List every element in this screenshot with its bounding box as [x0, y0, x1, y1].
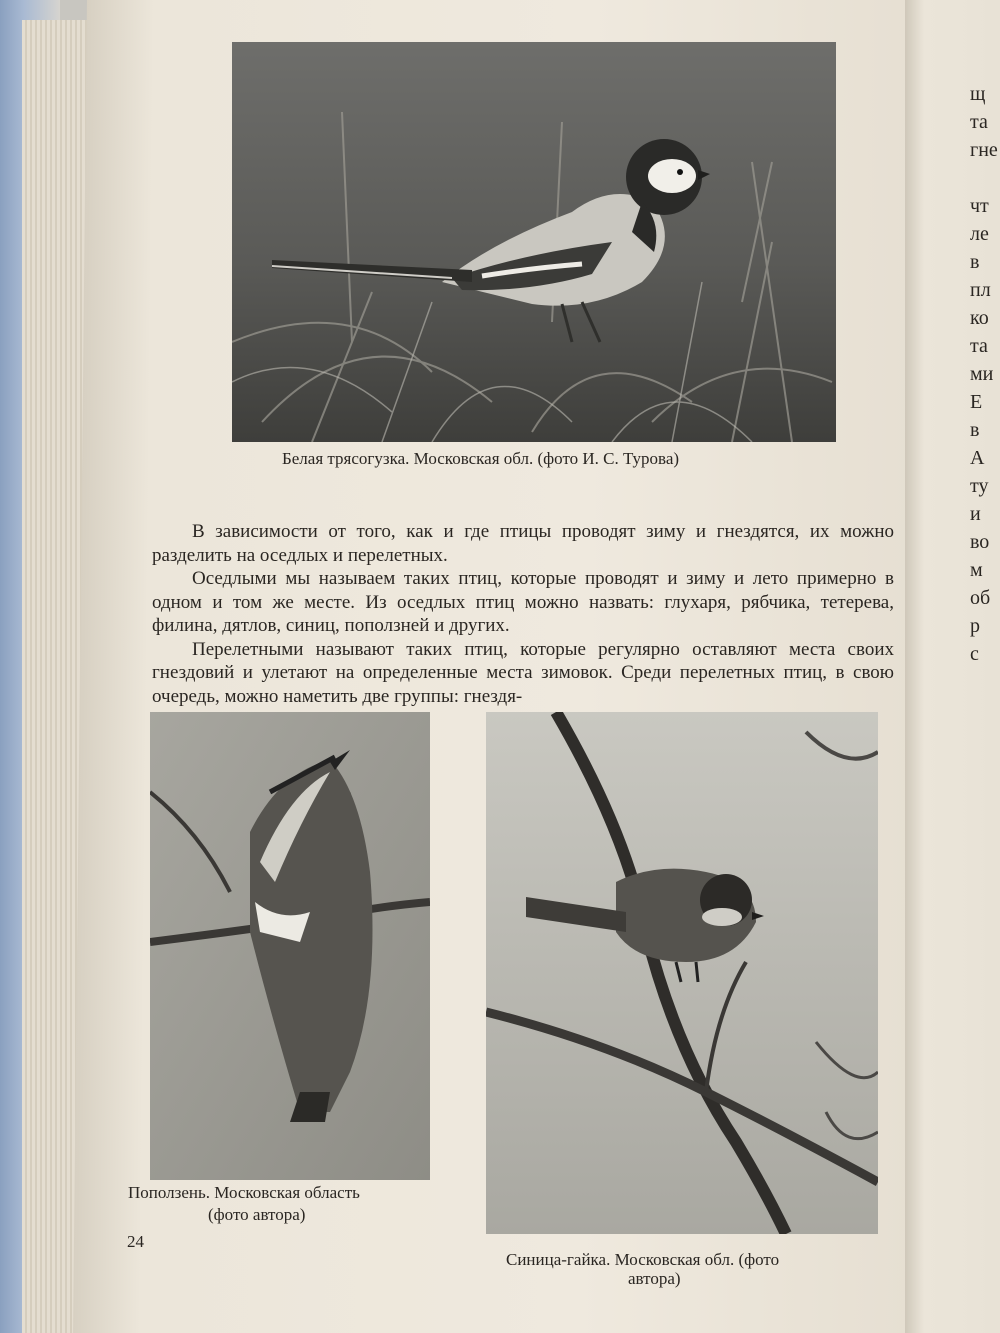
tit-caption-line2: автора) [628, 1269, 681, 1288]
tit-photo [486, 712, 878, 1234]
facing-fragment: А [970, 447, 985, 469]
facing-fragment: в [970, 251, 980, 273]
paragraph: Оседлыми мы называем таких птиц, которые проводят и зиму и лето примерно в одном и том же месте. Из оседлых птиц можно назвать: глухаря, рябчика, тетерева, филина, дятлов, синиц, поползней и других. [152, 568, 894, 636]
facing-fragment: и [970, 503, 981, 525]
wagtail-photo [232, 42, 836, 442]
facing-fragment: р [970, 615, 980, 637]
facing-fragment: щ [970, 83, 986, 105]
paragraph: Перелетными называют таких птиц, которые регулярно оставляют места своих гнездовий и улетают на определенные места зимовок. Среди перелетных птиц, в свою очередь, можно наметить две группы: гнездя- [152, 638, 894, 707]
facing-fragment: ту [970, 475, 989, 497]
nuthatch-caption-line1: Поползень. Московская область [128, 1183, 360, 1202]
facing-fragment: чт [970, 195, 989, 217]
facing-page-text [970, 80, 1000, 668]
facing-fragment: та [970, 335, 988, 357]
facing-fragment: ле [970, 223, 989, 245]
facing-fragment: в [970, 419, 980, 441]
body-text [152, 520, 894, 708]
facing-fragment: об [970, 587, 991, 609]
wagtail-caption: Белая трясогузка. Московская обл. (фото И. С. Турова) [282, 449, 680, 468]
tit-caption-line1: Синица-гайка. Московская обл. (фото [506, 1250, 780, 1269]
facing-fragment [970, 164, 1000, 192]
nuthatch-caption-line2: (фото автора) [208, 1205, 306, 1224]
facing-fragment: Е [970, 391, 983, 413]
facing-fragment: гне [970, 139, 998, 161]
facing-fragment: с [970, 643, 979, 665]
nuthatch-photo [150, 712, 430, 1180]
facing-fragment: та [970, 111, 988, 133]
page-number: 24 [127, 1232, 144, 1251]
facing-fragment: м [970, 559, 983, 581]
facing-fragment: ми [970, 363, 994, 385]
facing-fragment: ко [970, 307, 989, 329]
facing-fragment: во [970, 531, 990, 553]
paragraph: В зависимости от того, как и где птицы проводят зиму и гнездятся, их можно разделить на оседлых и перелетных. [152, 521, 894, 566]
facing-fragment: пл [970, 279, 991, 301]
